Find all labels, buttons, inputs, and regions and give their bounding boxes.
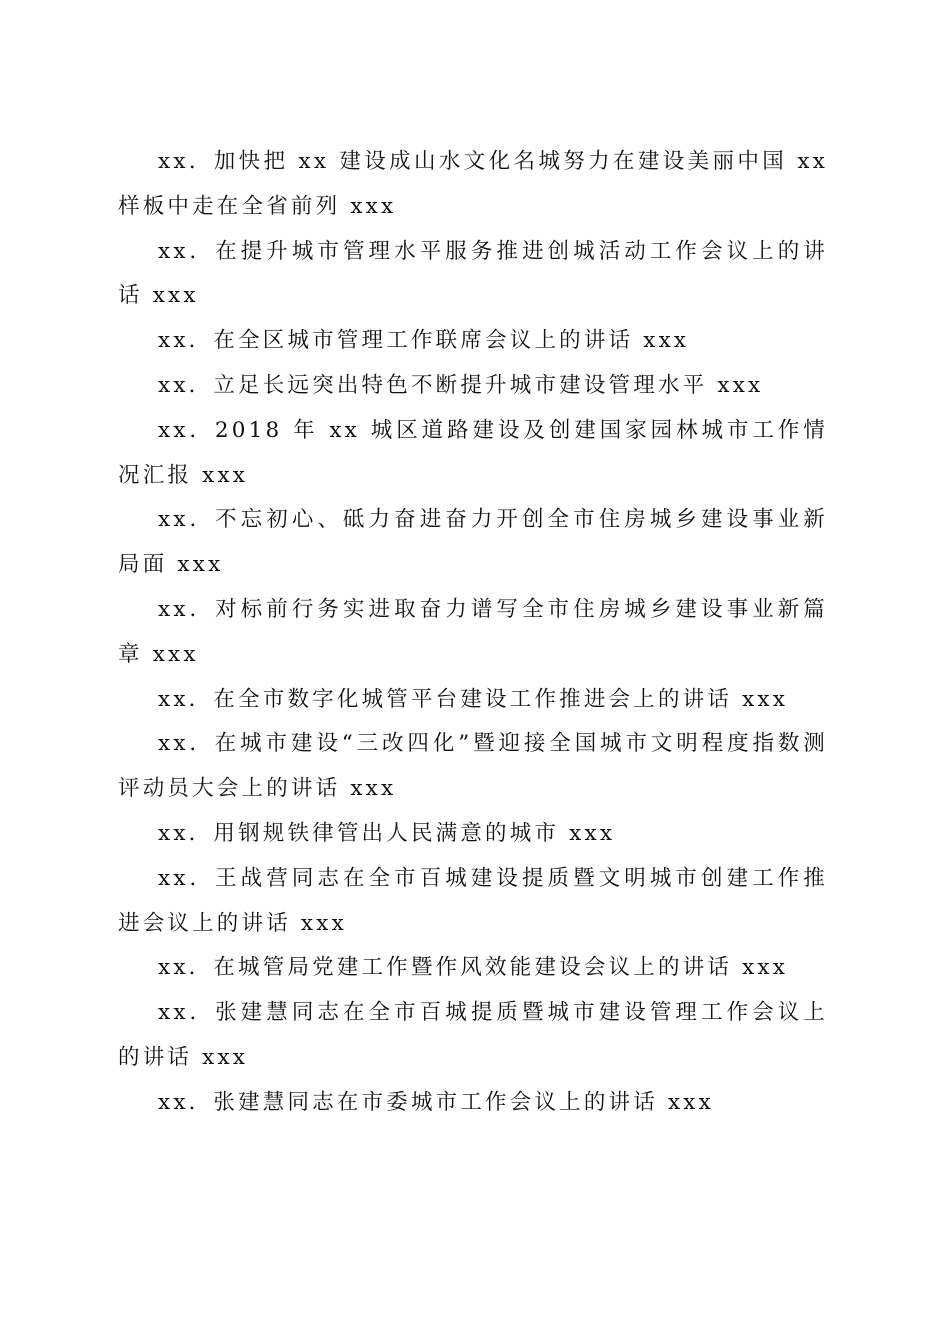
list-item: xx．不忘初心、砥力奋进奋力开创全市住房城乡建设事业新局面 xxx bbox=[118, 507, 828, 578]
list-item: xx．在全区城市管理工作联席会议上的讲话 xxx bbox=[158, 328, 690, 354]
list-item: xx．在城管局党建工作暨作风效能建设会议上的讲话 xxx bbox=[158, 955, 789, 981]
speech-list bbox=[118, 140, 828, 1126]
list-item: xx．用钢规铁律管出人民满意的城市 xxx bbox=[158, 820, 616, 846]
list-item: xx．在提升城市管理水平服务推进创城活动工作会议上的讲话 xxx bbox=[118, 238, 828, 309]
list-item: xx．张建慧同志在全市百城提质暨城市建设管理工作会议上的讲话 xxx bbox=[118, 1000, 828, 1070]
list-item: xx．王战营同志在全市百城建设提质暨文明城市创建工作推进会议上的讲话 xxx bbox=[118, 865, 828, 936]
list-item: xx．对标前行务实进取奋力谱写全市住房城乡建设事业新篇章 xxx bbox=[118, 596, 828, 667]
list-item: xx．立足长远突出特色不断提升城市建设管理水平 xxx bbox=[158, 372, 764, 398]
list-item: xx．2018 年 xx 城区道路建设及创建国家园林城市工作情况汇报 xxx bbox=[118, 417, 828, 488]
list-item: xx．在全市数字化城管平台建设工作推进会上的讲话 xxx bbox=[158, 686, 789, 712]
list-item: xx．在城市建设“三改四化”暨迎接全国城市文明程度指数测评动员大会上的讲话 xxx bbox=[118, 731, 828, 802]
list-item: xx．张建慧同志在市委城市工作会议上的讲话 xxx bbox=[158, 1089, 714, 1115]
list-item: xx．加快把 xx 建设成山水文化名城努力在建设美丽中国 xx 样板中走在全省前列 xxx bbox=[118, 149, 828, 219]
